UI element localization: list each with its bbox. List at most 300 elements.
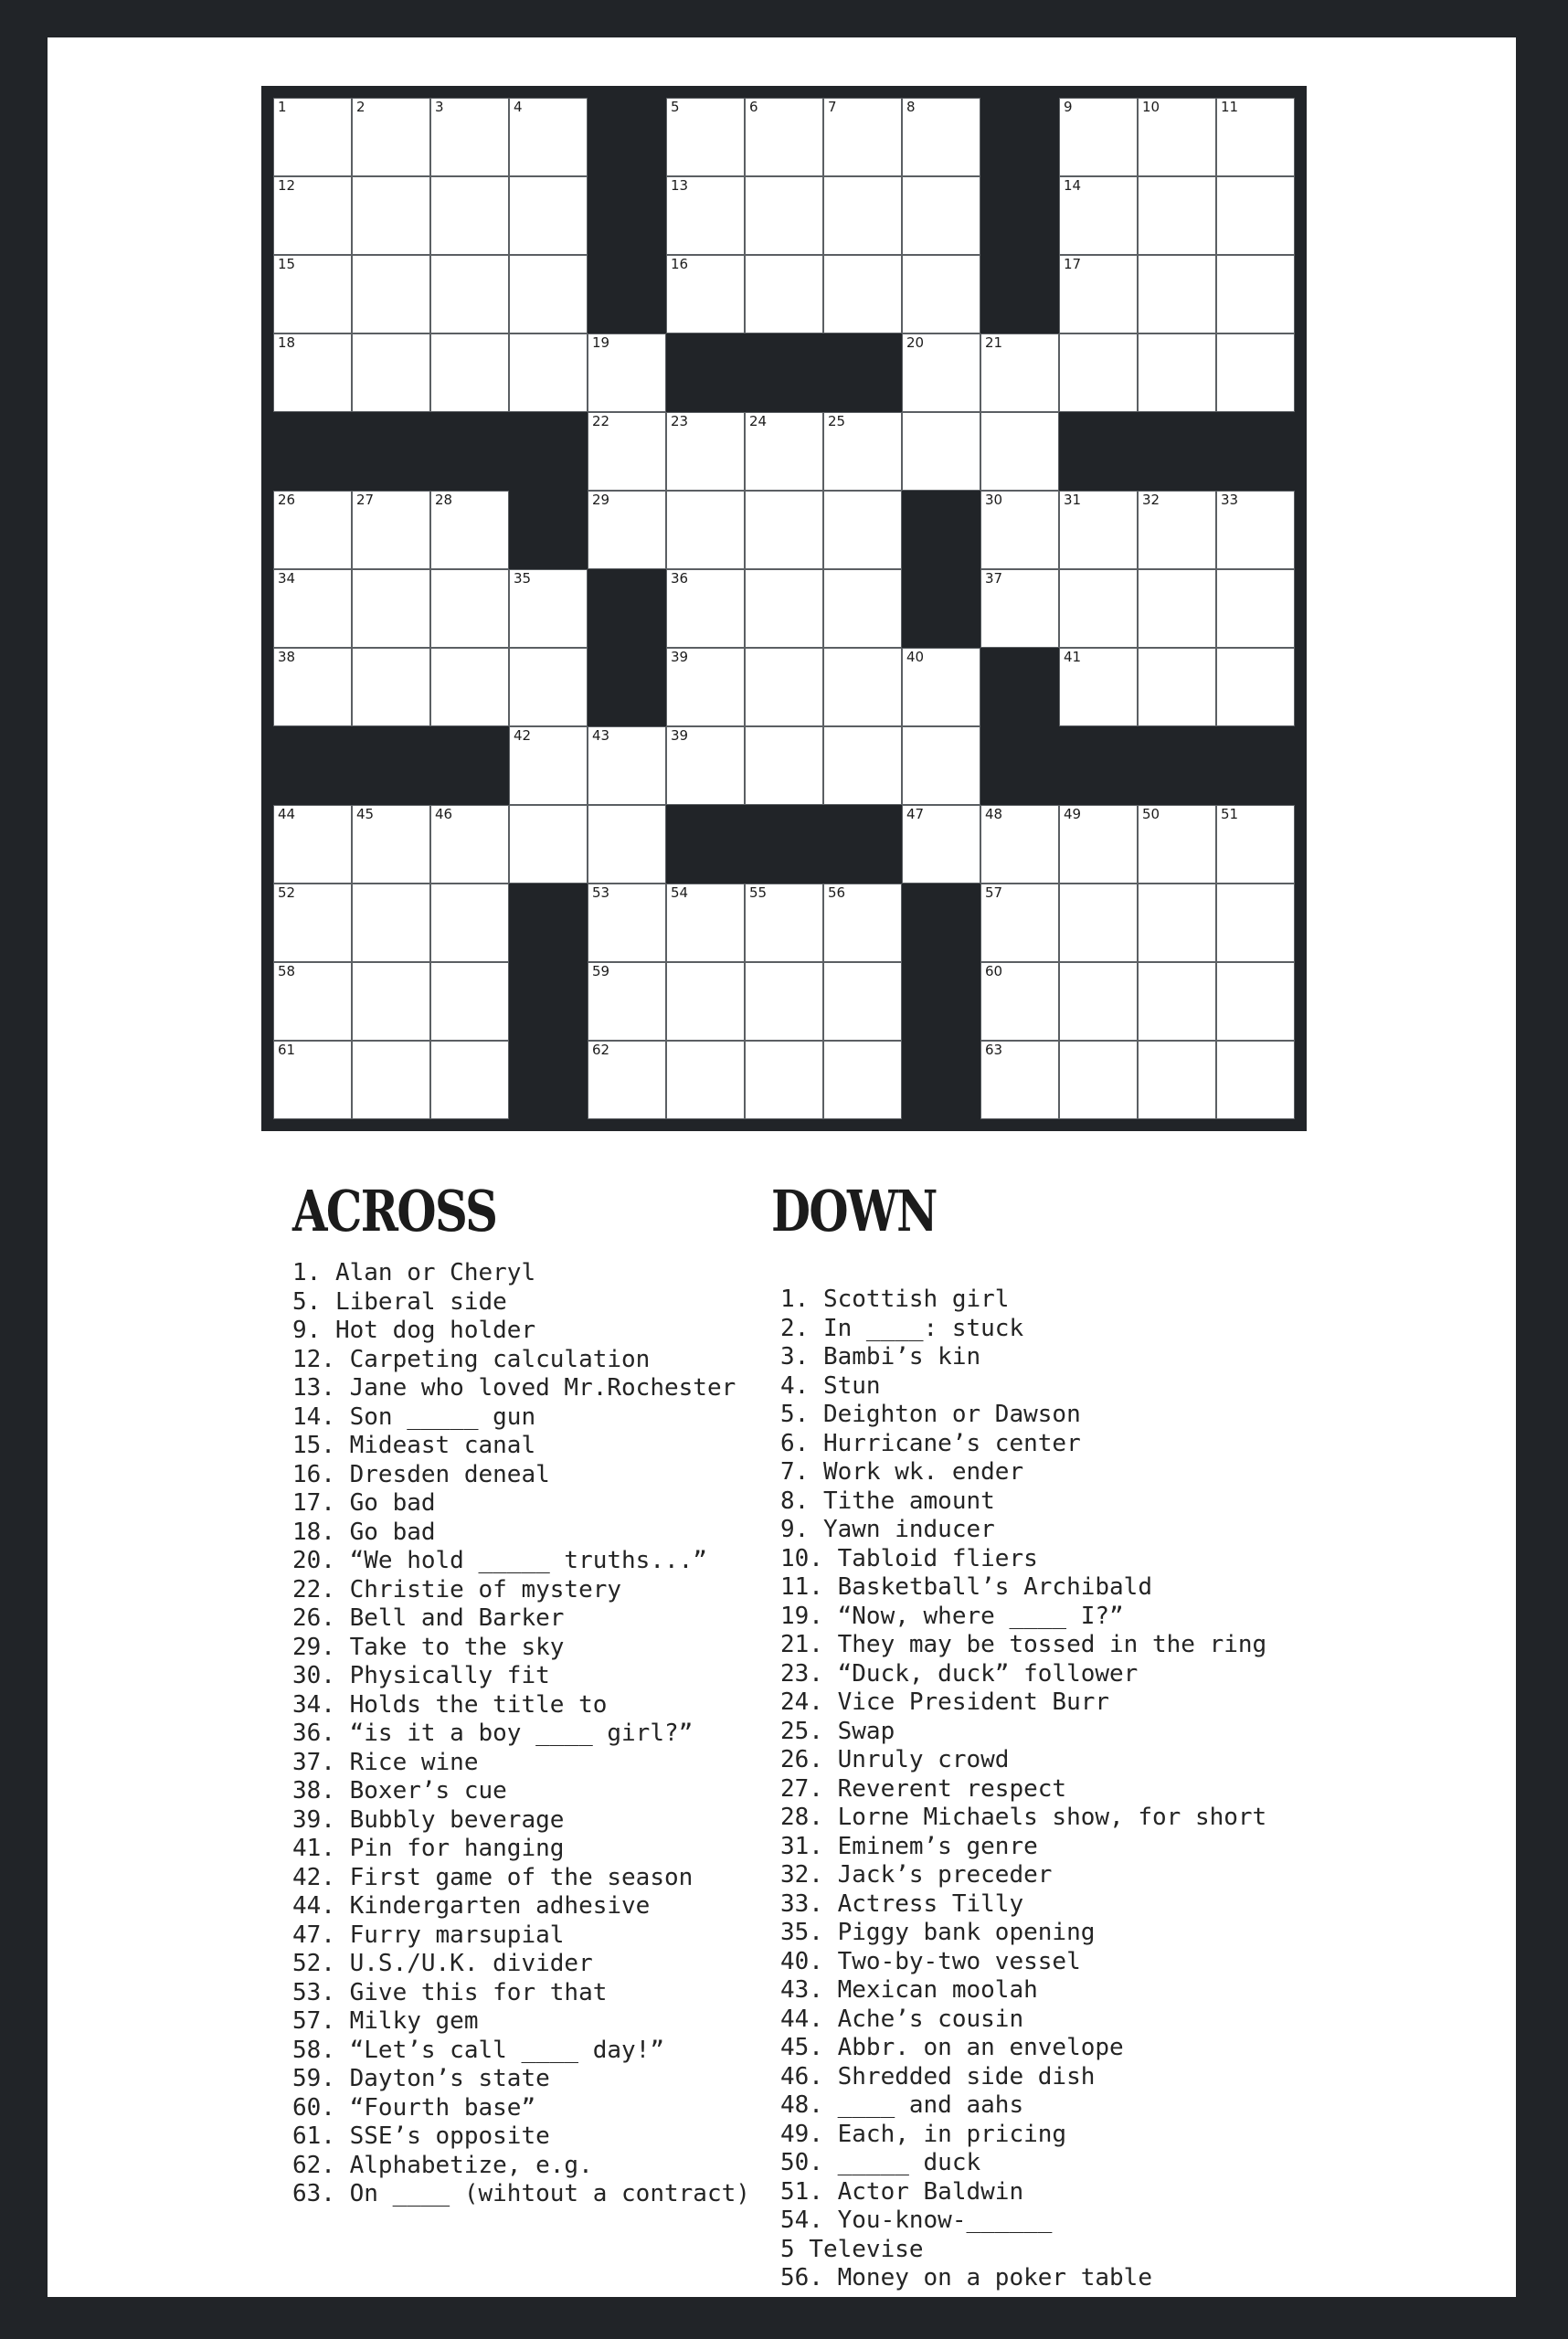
clue-line: 5. Liberal side [292,1287,507,1316]
grid-cell-black [430,412,509,491]
cell-number: 60 [985,963,1003,979]
grid-cell[interactable] [1138,491,1216,569]
grid-cell[interactable] [823,726,902,805]
clue-line: 40. Two-by-two vessel [780,1947,1081,1975]
grid-cell[interactable] [823,884,902,962]
cell-number: 38 [278,649,296,665]
cell-number: 31 [1064,492,1082,508]
grid-cell[interactable] [352,98,430,176]
grid-cell[interactable] [823,176,902,255]
cell-number: 27 [356,492,375,508]
cell-number: 56 [828,884,846,901]
clue-line: 2. In ____: stuck [780,1314,1024,1342]
grid-cell-black [745,333,823,412]
grid-cell-black [980,176,1059,255]
grid-cell[interactable] [666,255,745,333]
clue-line: 26. Unruly crowd [780,1746,1010,1773]
grid-cell[interactable] [745,884,823,962]
grid-cell[interactable] [823,98,902,176]
grid-cell-black [902,569,980,648]
grid-cell[interactable] [1059,569,1138,648]
grid-cell[interactable] [273,569,352,648]
grid-cell[interactable] [980,412,1059,491]
grid-cell[interactable] [273,648,352,726]
clue-line: 62. Alphabetize, e.g. [292,2151,593,2179]
grid-cell[interactable] [1059,176,1138,255]
grid-cell[interactable] [745,98,823,176]
cell-number: 26 [278,492,296,508]
clue-line: 11. Basketball’s Archibald [780,1573,1152,1601]
grid-cell[interactable] [823,648,902,726]
grid-cell[interactable] [352,962,430,1041]
cell-number: 40 [906,649,925,665]
cell-number: 16 [671,256,689,272]
cell-number: 44 [278,806,296,822]
cell-number: 8 [906,99,916,115]
grid-cell[interactable] [273,333,352,412]
grid-cell[interactable] [430,569,509,648]
grid-cell-black [980,255,1059,333]
grid-cell[interactable] [1138,255,1216,333]
grid-cell[interactable] [588,1041,666,1119]
grid-cell-black [666,805,745,884]
grid-cell[interactable] [1138,884,1216,962]
grid-cell[interactable] [823,255,902,333]
grid-cell[interactable] [1216,805,1295,884]
clue-line: 25. Swap [780,1717,895,1745]
grid-cell-black [509,884,588,962]
clue-line: 22. Christie of mystery [292,1575,622,1603]
grid-cell[interactable] [1216,491,1295,569]
grid-cell[interactable] [745,491,823,569]
grid-cell[interactable] [273,98,352,176]
grid-cell[interactable] [352,884,430,962]
clue-line: 58. “Let’s call ____ day!” [292,2036,664,2064]
clue-line: 26. Bell and Barker [292,1604,565,1632]
cell-number: 37 [985,570,1003,587]
cell-number: 50 [1142,806,1160,822]
grid-cell-black [273,726,352,805]
grid-cell-black [509,412,588,491]
grid-cell[interactable] [1216,176,1295,255]
grid-cell-black [430,726,509,805]
grid-cell[interactable] [588,333,666,412]
cell-number: 21 [985,334,1003,351]
grid-cell[interactable] [352,648,430,726]
grid-cell[interactable] [666,176,745,255]
grid-cell[interactable] [745,962,823,1041]
clue-line: 43. Mexican moolah [780,1976,1038,2004]
crossword-grid-frame [261,86,1307,1131]
clue-line: 57. Milky gem [292,2007,479,2035]
clue-line: 3. Bambi’s kin [780,1343,981,1371]
clue-line: 30. Physically fit [292,1662,550,1689]
clue-line: 50. _____ duck [780,2149,981,2176]
cell-number: 48 [985,806,1003,822]
grid-cell-black [509,491,588,569]
across-heading: ACROSS [292,1178,497,1244]
grid-cell[interactable] [1138,333,1216,412]
grid-cell-black [666,333,745,412]
grid-cell[interactable] [902,648,980,726]
grid-cell[interactable] [1216,98,1295,176]
grid-cell-black [980,726,1059,805]
cell-number: 59 [592,963,610,979]
grid-cell-black [352,412,430,491]
clue-line: 51. Actor Baldwin [780,2177,1024,2206]
grid-cell[interactable] [902,805,980,884]
grid-cell[interactable] [980,805,1059,884]
grid-cell-black [902,1041,980,1119]
grid-cell[interactable] [1059,1041,1138,1119]
grid-cell[interactable] [902,726,980,805]
grid-cell[interactable] [666,98,745,176]
grid-cell[interactable] [666,648,745,726]
grid-cell[interactable] [980,491,1059,569]
grid-cell[interactable] [1216,569,1295,648]
grid-cell-black [980,648,1059,726]
grid-cell[interactable] [1059,805,1138,884]
grid-cell[interactable] [823,962,902,1041]
cell-number: 46 [435,806,453,822]
cell-number: 18 [278,334,296,351]
clue-line: 1. Scottish girl [780,1286,1010,1313]
grid-cell[interactable] [430,491,509,569]
grid-cell[interactable] [430,962,509,1041]
clue-line: 7. Work wk. ender [780,1458,1024,1486]
grid-cell-black [823,805,902,884]
cell-number: 53 [592,884,610,901]
clue-line: 6. Hurricane’s center [780,1429,1081,1457]
clue-line: 8. Tithe amount [780,1487,995,1515]
grid-cell[interactable] [352,805,430,884]
grid-cell[interactable] [980,884,1059,962]
grid-cell[interactable] [588,412,666,491]
cell-number: 61 [278,1042,296,1058]
grid-cell[interactable] [745,569,823,648]
cell-number: 19 [592,334,610,351]
grid-cell[interactable] [980,569,1059,648]
grid-cell[interactable] [430,98,509,176]
grid-cell[interactable] [430,255,509,333]
clue-line: 44. Kindergarten adhesive [292,1892,651,1920]
clue-line: 47. Furry marsupial [292,1921,565,1949]
cell-number: 7 [828,99,837,115]
cell-number: 39 [671,649,689,665]
grid-cell-black [1216,726,1295,805]
grid-cell[interactable] [1059,648,1138,726]
grid-cell[interactable] [902,255,980,333]
grid-cell[interactable] [1138,176,1216,255]
grid-cell[interactable] [1138,805,1216,884]
clue-line: 33. Actress Tilly [780,1889,1024,1918]
grid-cell[interactable] [666,569,745,648]
clue-line: 44. Ache’s cousin [780,2005,1024,2033]
grid-cell[interactable] [352,1041,430,1119]
clue-line: 4. Stun [780,1371,881,1400]
grid-cell[interactable] [1216,255,1295,333]
clue-line: 28. Lorne Michaels show, for short [780,1804,1267,1831]
cell-number: 11 [1221,99,1239,115]
grid-cell-black [509,1041,588,1119]
grid-cell[interactable] [1216,333,1295,412]
grid-cell[interactable] [823,412,902,491]
grid-cell[interactable] [666,491,745,569]
grid-cell[interactable] [1059,884,1138,962]
grid-cell-black [588,255,666,333]
grid-cell[interactable] [352,255,430,333]
cell-number: 49 [1064,806,1082,822]
grid-cell-black [273,412,352,491]
grid-cell-black [588,569,666,648]
grid-cell-black [902,884,980,962]
grid-cell-black [352,726,430,805]
grid-cell[interactable] [745,648,823,726]
grid-cell[interactable] [1059,98,1138,176]
cell-number: 5 [671,99,680,115]
cell-number: 10 [1142,99,1160,115]
cell-number: 12 [278,177,296,194]
cell-number: 39 [671,727,689,744]
clue-line: 10. Tabloid fliers [780,1544,1038,1572]
down-clue-list [780,1286,1266,2293]
grid-cell[interactable] [273,491,352,569]
cell-number: 42 [514,727,532,744]
grid-cell[interactable] [823,1041,902,1119]
grid-cell-black [745,805,823,884]
grid-cell[interactable] [273,805,352,884]
clue-line: 29. Take to the sky [292,1633,565,1661]
clue-line: 24. Vice President Burr [780,1688,1110,1716]
grid-cell[interactable] [509,726,588,805]
cell-number: 63 [985,1042,1003,1058]
clue-line: 13. Jane who loved Mr.Rochester [292,1374,736,1402]
cell-number: 15 [278,256,296,272]
grid-cell[interactable] [509,176,588,255]
grid-cell[interactable] [1138,569,1216,648]
grid-cell[interactable] [666,726,745,805]
grid-cell[interactable] [666,884,745,962]
cell-number: 29 [592,492,610,508]
grid-cell[interactable] [745,412,823,491]
grid-cell[interactable] [352,333,430,412]
clue-line: 46. Shredded side dish [780,2062,1096,2090]
cell-number: 34 [278,570,296,587]
grid-cell[interactable] [588,491,666,569]
clue-line: 5 Televise [780,2235,924,2263]
grid-cell[interactable] [1216,1041,1295,1119]
grid-cell[interactable] [509,569,588,648]
clue-line: 15. Mideast canal [292,1432,536,1459]
grid-cell[interactable] [1216,884,1295,962]
grid-cell[interactable] [1138,1041,1216,1119]
clue-line: 9. Hot dog holder [292,1317,536,1344]
cell-number: 20 [906,334,925,351]
grid-cell[interactable] [509,805,588,884]
cell-number: 43 [592,727,610,744]
grid-cell-black [1059,726,1138,805]
grid-cell[interactable] [430,1041,509,1119]
grid-cell[interactable] [588,805,666,884]
grid-cell-black [588,176,666,255]
clue-line: 38. Boxer’s cue [292,1777,507,1805]
grid-cell[interactable] [902,412,980,491]
grid-cell[interactable] [823,491,902,569]
grid-cell[interactable] [1059,255,1138,333]
grid-cell[interactable] [430,333,509,412]
grid-cell[interactable] [745,255,823,333]
grid-cell[interactable] [352,176,430,255]
cell-number: 51 [1221,806,1239,822]
cell-number: 4 [514,99,523,115]
clue-line: 9. Yawn inducer [780,1516,995,1543]
clue-line: 34. Holds the title to [292,1690,608,1719]
clue-line: 21. They may be tossed in the ring [780,1631,1267,1658]
grid-cell[interactable] [509,333,588,412]
clue-line: 19. “Now, where ____ I?” [780,1602,1124,1630]
grid-cell-black [1059,412,1138,491]
cell-number: 55 [749,884,768,901]
grid-cell[interactable] [588,726,666,805]
grid-cell[interactable] [1216,962,1295,1041]
clue-line: 54. You-know-______ [780,2207,1053,2234]
clue-line: 48. ____ and aahs [780,2091,1024,2119]
cell-number: 22 [592,413,610,429]
clue-line: 27. Reverent respect [780,1774,1067,1803]
grid-cell-black [588,648,666,726]
grid-cell[interactable] [980,1041,1059,1119]
cell-number: 41 [1064,649,1082,665]
clue-line: 39. Bubbly beverage [292,1805,565,1834]
grid-cell[interactable] [1059,491,1138,569]
grid-cell-black [902,962,980,1041]
grid-cell[interactable] [1216,648,1295,726]
grid-cell[interactable] [588,884,666,962]
clue-line: 16. Dresden deneal [292,1460,550,1488]
grid-cell[interactable] [745,726,823,805]
clue-line: 56. Money on a poker table [780,2264,1152,2291]
clue-line: 32. Jack’s preceder [780,1861,1053,1889]
cell-number: 52 [278,884,296,901]
grid-cell[interactable] [1138,962,1216,1041]
grid-cell[interactable] [352,569,430,648]
cell-number: 58 [278,963,296,979]
clue-line: 60. “Fourth base” [292,2093,536,2122]
grid-cell[interactable] [902,176,980,255]
cell-number: 6 [749,99,758,115]
clue-line: 18. Go bad [292,1518,436,1546]
grid-cell[interactable] [666,1041,745,1119]
grid-cell[interactable] [273,884,352,962]
grid-cell[interactable] [273,255,352,333]
down-heading: DOWN [771,1178,937,1244]
grid-cell[interactable] [509,648,588,726]
grid-cell[interactable] [430,884,509,962]
cell-number: 36 [671,570,689,587]
grid-cell[interactable] [902,333,980,412]
grid-cell[interactable] [1059,333,1138,412]
crossword-grid [273,98,1295,1119]
grid-cell-black [588,98,666,176]
grid-cell[interactable] [509,255,588,333]
cell-number: 47 [906,806,925,822]
grid-cell[interactable] [509,98,588,176]
clue-line: 49. Each, in pricing [780,2120,1067,2148]
cell-number: 17 [1064,256,1082,272]
clue-line: 5. Deighton or Dawson [780,1401,1081,1428]
grid-cell[interactable] [902,98,980,176]
clue-line: 61. SSE’s opposite [292,2122,550,2150]
cell-number: 13 [671,177,689,194]
clue-line: 1. Alan or Cheryl [292,1259,536,1286]
grid-cell[interactable] [273,176,352,255]
clue-line: 37. Rice wine [292,1748,479,1776]
cell-number: 1 [278,99,287,115]
grid-cell[interactable] [430,805,509,884]
grid-cell[interactable] [273,1041,352,1119]
clue-line: 53. Give this for that [292,1978,608,2006]
grid-cell-black [509,962,588,1041]
page [48,37,1516,2297]
grid-cell[interactable] [666,412,745,491]
clue-line: 59. Dayton’s state [292,2065,550,2092]
cell-number: 35 [514,570,532,587]
clue-line: 52. U.S./U.K. divider [292,1950,593,1977]
clue-line: 17. Go bad [292,1489,436,1517]
grid-cell[interactable] [1138,648,1216,726]
grid-cell[interactable] [588,962,666,1041]
grid-cell[interactable] [980,333,1059,412]
grid-cell-black [1138,412,1216,491]
clue-line: 31. Eminem’s genre [780,1832,1038,1860]
clue-line: 63. On ____ (wihtout a contract) [292,2180,750,2207]
clue-line: 42. First game of the season [292,1863,694,1891]
grid-cell[interactable] [273,962,352,1041]
cell-number: 45 [356,806,375,822]
grid-cell[interactable] [823,569,902,648]
grid-cell[interactable] [745,176,823,255]
grid-cell[interactable] [745,1041,823,1119]
cell-number: 25 [828,413,846,429]
clue-line: 41. Pin for hanging [292,1835,565,1862]
clue-line: 45. Abbr. on an envelope [780,2034,1124,2061]
cell-number: 30 [985,492,1003,508]
clue-line: 36. “is it a boy ____ girl?” [292,1720,694,1747]
cell-number: 2 [356,99,366,115]
cell-number: 32 [1142,492,1160,508]
grid-cell-black [1216,412,1295,491]
cell-number: 57 [985,884,1003,901]
cell-number: 9 [1064,99,1073,115]
cell-number: 33 [1221,492,1239,508]
clue-line: 14. Son _____ gun [292,1402,536,1431]
grid-cell[interactable] [430,648,509,726]
cell-number: 24 [749,413,768,429]
grid-cell[interactable] [352,491,430,569]
grid-cell-black [823,333,902,412]
grid-cell-black [902,491,980,569]
grid-cell[interactable] [1059,962,1138,1041]
grid-cell[interactable] [430,176,509,255]
cell-number: 28 [435,492,453,508]
grid-cell[interactable] [980,962,1059,1041]
clue-line: 12. Carpeting calculation [292,1345,651,1373]
grid-cell[interactable] [1138,98,1216,176]
grid-cell[interactable] [666,962,745,1041]
clue-line: 20. “We hold _____ truths...” [292,1547,707,1574]
grid-cell-black [980,98,1059,176]
grid-cell-black [1138,726,1216,805]
